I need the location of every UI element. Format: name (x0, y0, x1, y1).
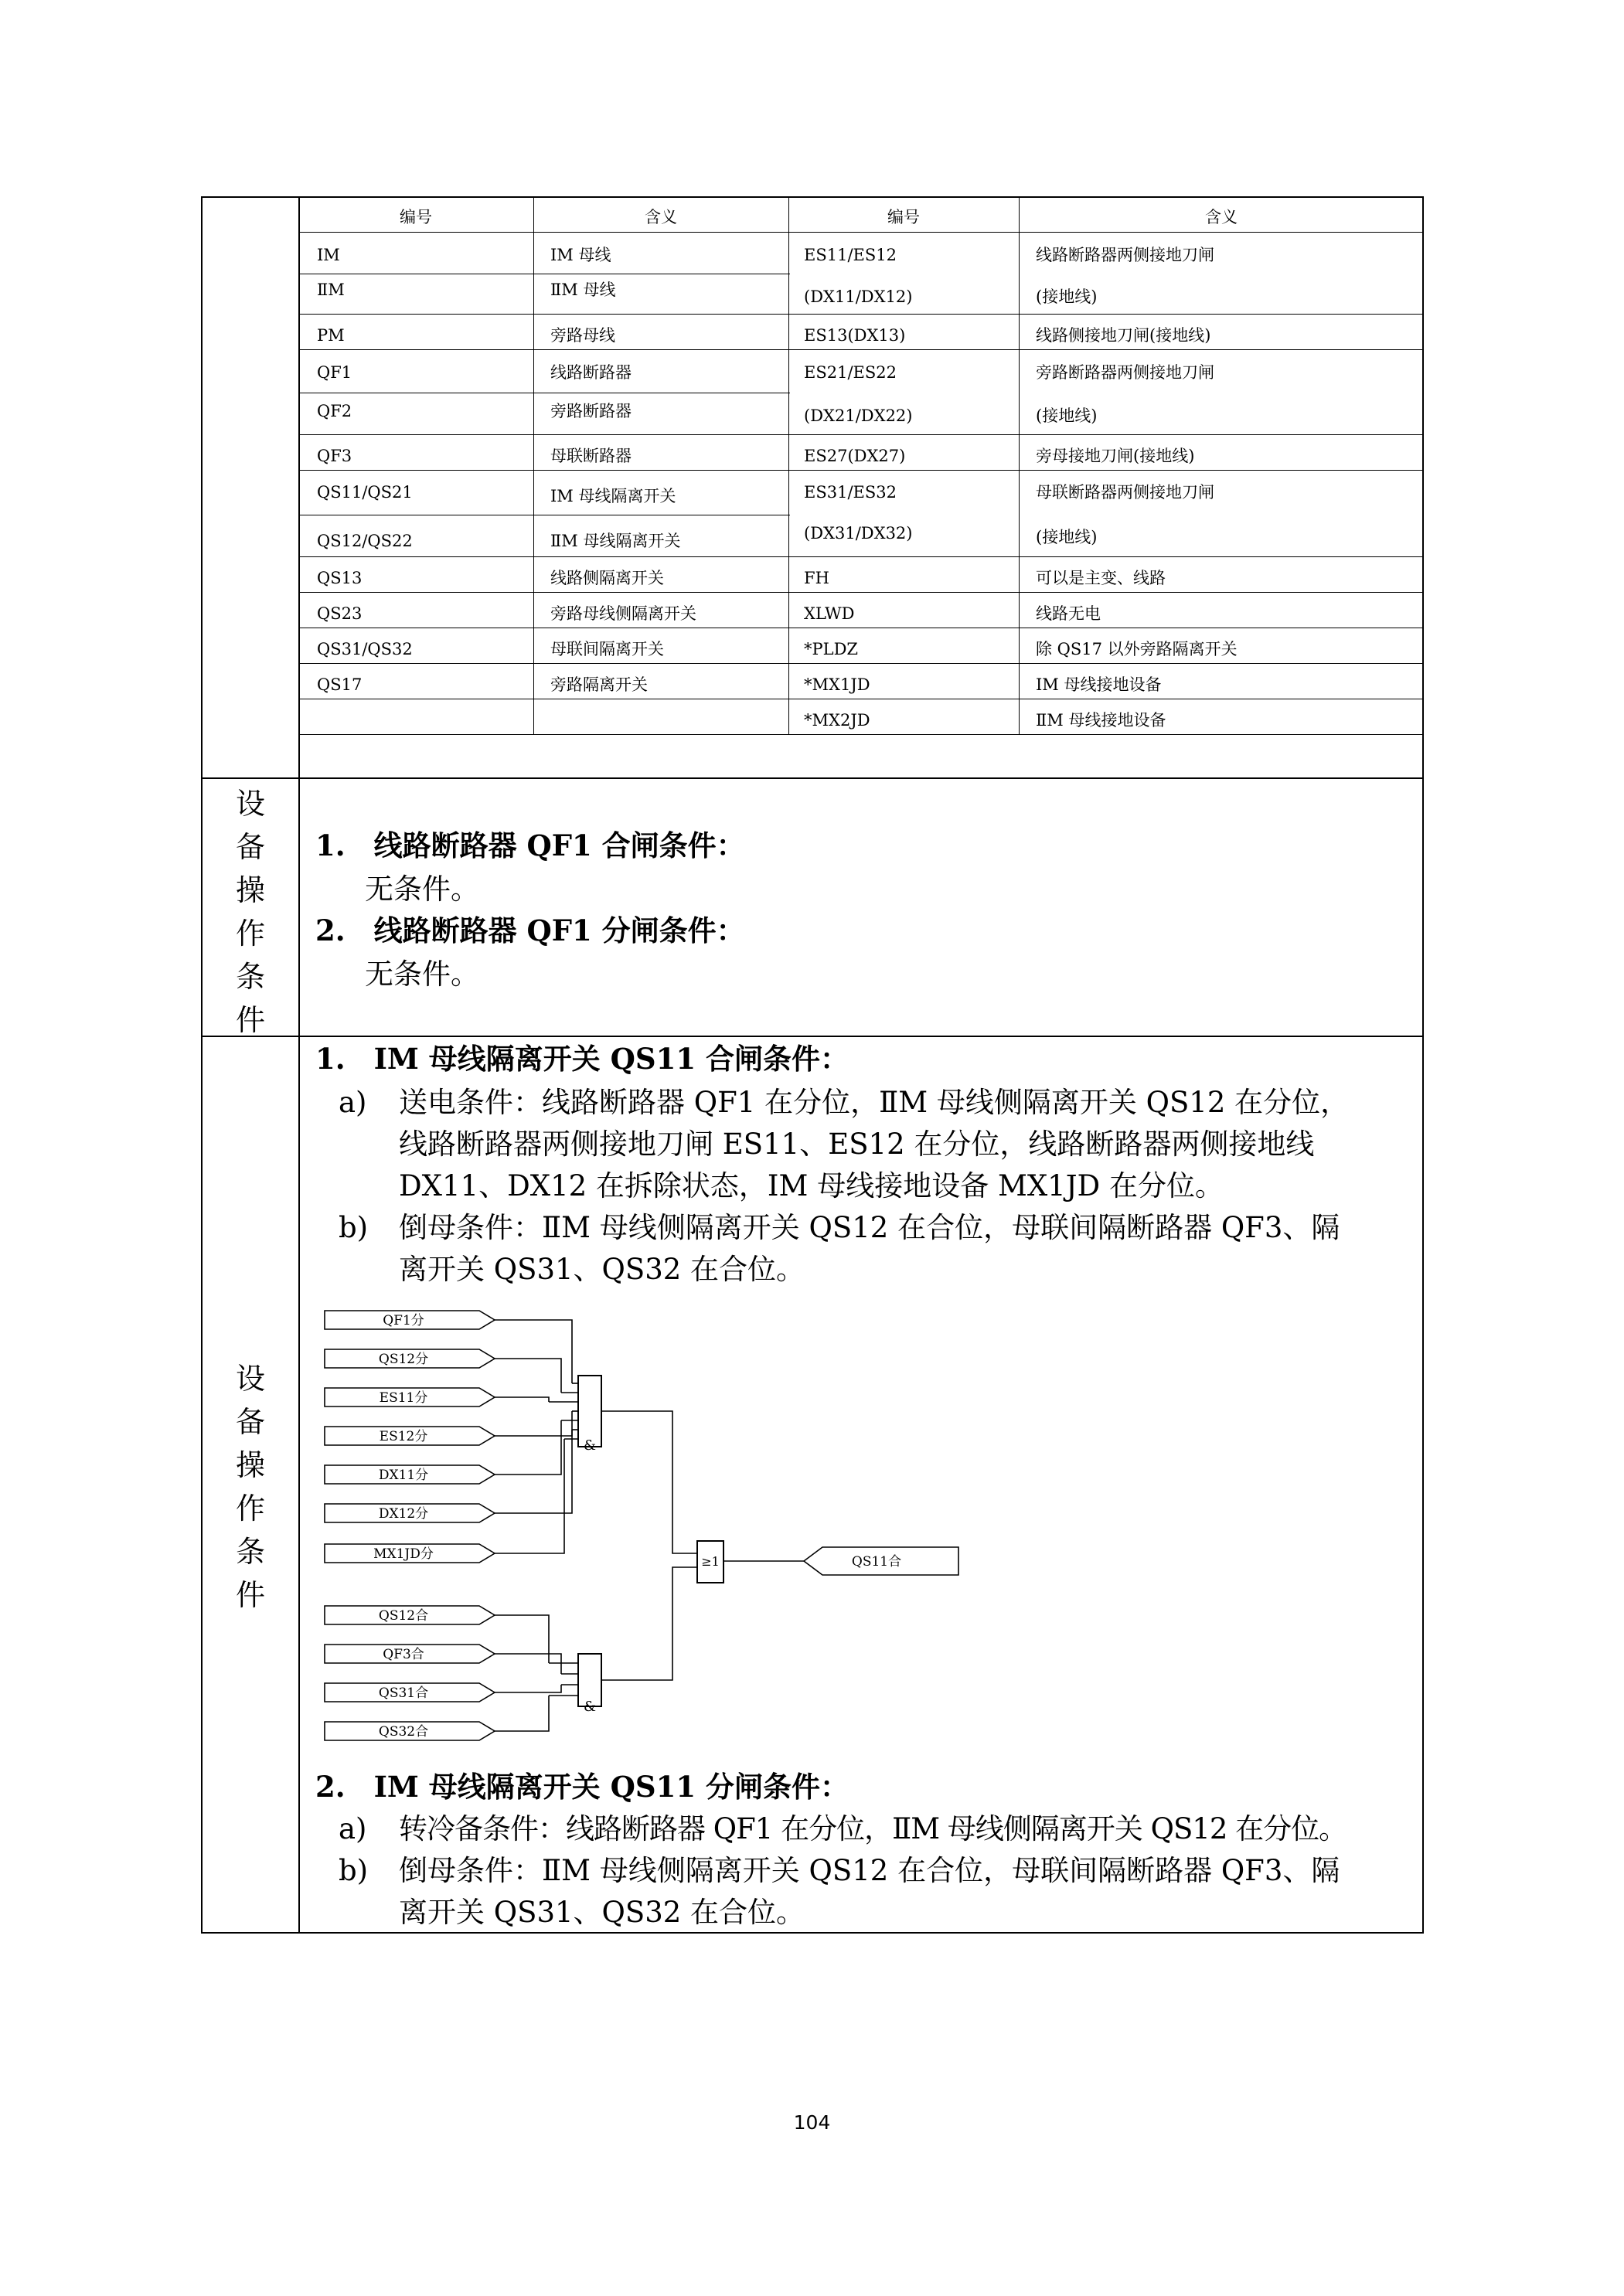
sub-line: 送电条件：线路断路器 QF1 在分位，ⅡM 母线侧隔离开关 QS12 在分位， (399, 1086, 1350, 1119)
input-label: DX12分 (378, 1506, 429, 1522)
item-title: 2. 线路断路器 QF1 分闸条件： (315, 913, 745, 947)
right-code: (DX21/DX22) (804, 406, 913, 425)
right-meaning: ⅡM 母线接地设备 (1036, 711, 1166, 730)
side-label-char: 设 (235, 787, 265, 821)
side-label-char: 作 (235, 917, 265, 951)
input-label: QS32合 (378, 1724, 429, 1740)
left-meaning: 旁路断路器 (550, 402, 632, 420)
left-code: ⅡM (317, 281, 345, 299)
output-label: QS11合 (851, 1554, 902, 1570)
left-code: QS23 (317, 604, 363, 623)
header-code-1: 编号 (400, 208, 432, 226)
right-code: *PLDZ (804, 640, 859, 658)
left-code: QS12/QS22 (317, 532, 413, 550)
sub-line: 倒母条件：ⅡM 母线侧隔离开关 QS12 在合位，母联间隔断路器 QF3、隔 (399, 1854, 1340, 1887)
section-divider-1 (201, 777, 1424, 779)
frame-col-divider (298, 196, 300, 1934)
input-label: QF3合 (383, 1647, 424, 1662)
right-meaning: 旁路断路器两侧接地刀闸 (1036, 363, 1214, 382)
input-label: DX11分 (378, 1468, 429, 1483)
side-label-char: 操 (235, 873, 265, 907)
sub-label: a) (339, 1812, 367, 1845)
item-body: 无条件。 (365, 958, 479, 991)
right-meaning: 旁母接地刀闸(接地线) (1036, 447, 1195, 465)
left-code: QF3 (317, 447, 352, 465)
page-number: 104 (793, 2111, 831, 2134)
logic-diagram (309, 1298, 974, 1759)
side-label-char: 条 (235, 960, 265, 994)
right-meaning: 可以是主变、线路 (1036, 569, 1166, 587)
side-label-char: 件 (235, 1578, 265, 1612)
left-code: ⅠM (317, 246, 340, 264)
right-code: ES27(DX27) (804, 447, 906, 465)
right-code: *MX2JD (804, 711, 870, 730)
sub-line: 离开关 QS31、QS32 在合位。 (399, 1253, 805, 1286)
left-meaning: ⅡM 母线隔离开关 (550, 532, 681, 550)
right-code: FH (804, 569, 829, 587)
left-code: PM (317, 326, 345, 345)
right-code: *MX1JD (804, 675, 870, 694)
side-label-char: 件 (235, 1003, 265, 1037)
right-meaning: ⅠM 母线接地设备 (1036, 675, 1162, 694)
side-label-char: 备 (235, 830, 265, 864)
right-code: ES31/ES32 (804, 483, 897, 502)
left-meaning: 线路断路器 (550, 363, 632, 382)
header-code-2: 编号 (887, 208, 920, 226)
input-label: ES11分 (379, 1390, 428, 1406)
right-meaning: 线路侧接地刀闸(接地线) (1036, 326, 1211, 345)
left-meaning: 旁路隔离开关 (550, 675, 648, 694)
left-meaning: ⅠM 母线 (550, 246, 611, 264)
side-label-char: 条 (235, 1535, 265, 1569)
item-title: 1. 线路断路器 QF1 合闸条件： (315, 828, 745, 862)
sub-line: 线路断路器两侧接地刀闸 ES11、ES12 在分位，线路断路器两侧接地线 (399, 1128, 1315, 1161)
right-meaning: 线路无电 (1036, 604, 1101, 623)
right-meaning: (接地线) (1036, 528, 1098, 546)
right-code: XLWD (804, 604, 855, 623)
or-gate-label: ≥1 (701, 1554, 720, 1569)
sub-label: a) (339, 1086, 367, 1119)
left-code: QS31/QS32 (317, 640, 413, 658)
left-meaning: 旁路母线侧隔离开关 (550, 604, 696, 623)
input-label: QF1分 (383, 1313, 424, 1328)
sub-line: DX11、DX12 在拆除状态，ⅠM 母线接地设备 MX1JD 在分位。 (399, 1169, 1224, 1202)
right-code: (DX31/DX32) (804, 524, 913, 543)
side-label-char: 设 (235, 1362, 265, 1396)
item-title: 2. ⅠM 母线隔离开关 QS11 分闸条件： (315, 1770, 849, 1804)
item-title: 1. ⅠM 母线隔离开关 QS11 合闸条件： (315, 1042, 849, 1076)
right-meaning: 除 QS17 以外旁路隔离开关 (1036, 640, 1238, 658)
input-label: QS12分 (378, 1352, 429, 1367)
right-meaning: (接地线) (1036, 406, 1098, 425)
left-code: QS17 (317, 675, 363, 694)
input-label: MX1JD分 (373, 1546, 434, 1562)
left-code: QS13 (317, 569, 363, 587)
sub-line: 倒母条件：ⅡM 母线侧隔离开关 QS12 在合位，母联间隔断路器 QF3、隔 (399, 1211, 1340, 1244)
right-meaning: (接地线) (1036, 287, 1098, 306)
left-meaning: ⅠM 母线隔离开关 (550, 487, 676, 505)
input-label: QS12合 (378, 1608, 429, 1624)
right-code: ES11/ES12 (804, 246, 897, 264)
sub-line: 离开关 QS31、QS32 在合位。 (399, 1896, 805, 1929)
left-meaning: 旁路母线 (550, 326, 615, 345)
left-meaning: ⅡM 母线 (550, 281, 616, 299)
and-gate-label: & (583, 1437, 597, 1454)
and-gate-1 (578, 1376, 601, 1447)
side-label-char: 操 (235, 1448, 265, 1482)
left-meaning: 母联间隔离开关 (550, 640, 664, 658)
left-code: QF1 (317, 363, 352, 382)
left-meaning: 线路侧隔离开关 (550, 569, 664, 587)
left-meaning: 母联断路器 (550, 447, 632, 465)
right-code: ES13(DX13) (804, 326, 906, 345)
item-body: 无条件。 (365, 872, 479, 906)
left-code: QF2 (317, 402, 352, 420)
sub-label: b) (339, 1211, 369, 1244)
sub-label: b) (339, 1854, 369, 1887)
right-code: (DX11/DX12) (804, 287, 913, 306)
side-label-char: 备 (235, 1405, 265, 1439)
right-meaning: 线路断路器两侧接地刀闸 (1036, 246, 1214, 264)
section-divider-2 (201, 1036, 1424, 1037)
right-code: ES21/ES22 (804, 363, 897, 382)
header-meaning-1: 含义 (645, 208, 677, 226)
right-meaning: 母联断路器两侧接地刀闸 (1036, 483, 1214, 502)
input-label: QS31合 (378, 1685, 429, 1701)
left-code: QS11/QS21 (317, 483, 413, 502)
input-label: ES12分 (379, 1429, 428, 1444)
and-gate-label: & (583, 1699, 597, 1715)
header-meaning-2: 含义 (1205, 208, 1238, 226)
sub-line: 转冷备条件：线路断路器 QF1 在分位，ⅡM 母线侧隔离开关 QS12 在分位。 (399, 1812, 1347, 1845)
side-label-char: 作 (235, 1492, 265, 1526)
